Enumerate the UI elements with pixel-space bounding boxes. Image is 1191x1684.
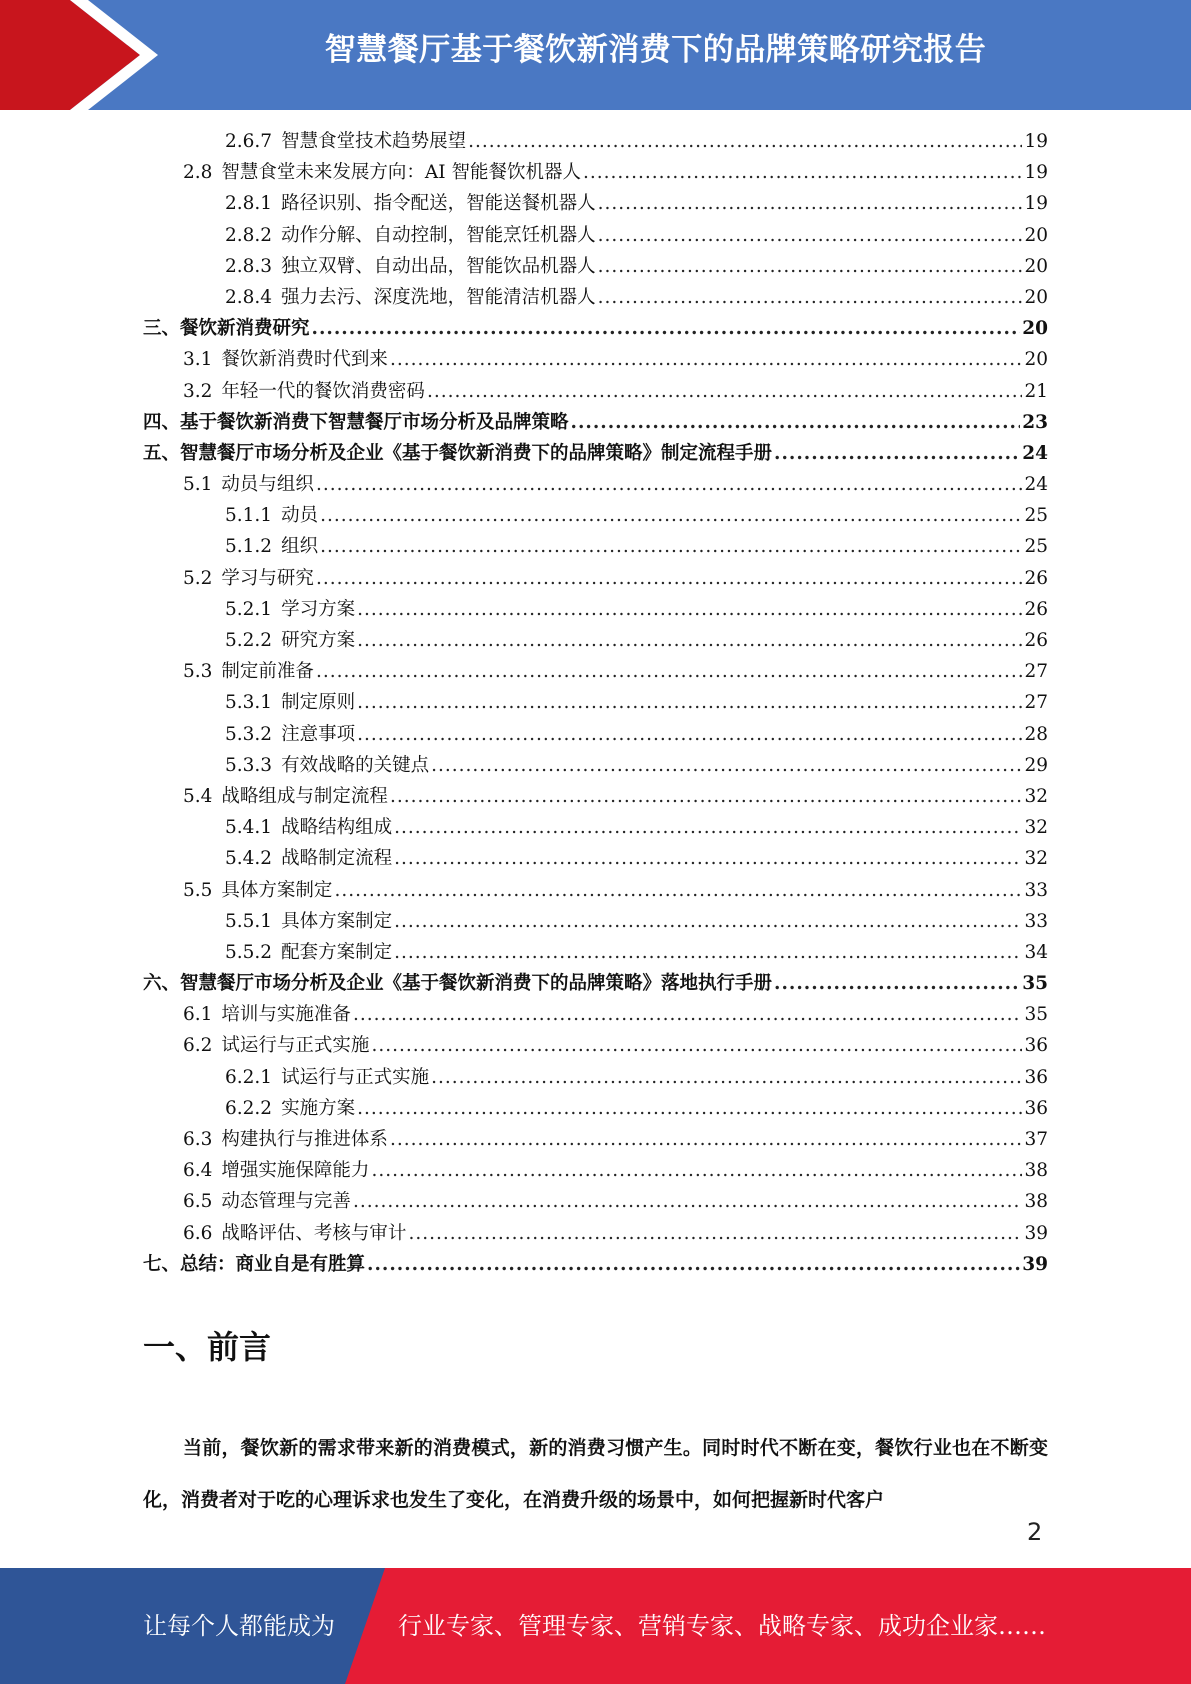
toc-entry-title: 动员	[281, 505, 319, 527]
toc-entry[interactable]	[143, 1031, 1048, 1062]
toc-leader-dots	[431, 755, 1022, 776]
toc-leader-dots	[357, 630, 1022, 651]
toc-entry-title: 餐饮新消费时代到来	[221, 349, 388, 371]
toc-entry-page: 38	[1024, 1191, 1048, 1213]
toc-entry-title: 年轻一代的餐饮消费密码	[221, 380, 425, 402]
toc-entry-page: 19	[1024, 162, 1048, 184]
toc-entry[interactable]	[143, 844, 1048, 875]
toc-entry-number: 2.8.4	[225, 286, 273, 308]
toc-entry-number: 2.8.3	[225, 255, 273, 277]
toc-entry-number: 6.2.2	[225, 1097, 273, 1119]
toc-leader-dots	[583, 162, 1022, 183]
toc-entry-page: 24	[1024, 474, 1048, 496]
toc-entry-number: 5.2.2	[225, 630, 273, 651]
toc-leader-dots	[357, 1098, 1022, 1119]
toc-leader-dots	[390, 1129, 1023, 1150]
toc-entry[interactable]	[143, 158, 1048, 189]
toc-entry-number: 5.5.2	[225, 941, 273, 963]
toc-entry-title: 具体方案制定	[281, 910, 393, 932]
toc-leader-dots	[468, 131, 1022, 152]
toc-entry[interactable]	[143, 345, 1048, 376]
toc-entry-title: 四、基于餐饮新消费下智慧餐厅市场分析及品牌策略	[143, 411, 569, 433]
page-footer	[0, 1568, 1191, 1684]
report-title: 智慧餐厅基于餐饮新消费下的品牌策略研究报告	[324, 32, 987, 68]
toc-entry-title: 实施方案	[281, 1097, 356, 1119]
toc-entry-title: 注意事项	[281, 723, 356, 745]
toc-entry-page: 38	[1024, 1160, 1048, 1182]
toc-entry[interactable]	[143, 1187, 1048, 1218]
toc-entry-page: 26	[1024, 630, 1048, 651]
toc-entry-number: 5.3	[183, 661, 213, 683]
toc-entry-number: 6.2	[183, 1035, 213, 1057]
toc-leader-dots	[394, 942, 1022, 963]
toc-entry-page: 20	[1024, 224, 1048, 246]
toc-entry-page: 20	[1024, 349, 1048, 371]
toc-entry[interactable]	[143, 1250, 1048, 1281]
toc-entry[interactable]	[143, 969, 1048, 1000]
toc-entry-page: 27	[1024, 692, 1048, 714]
toc-entry-number: 5.1	[183, 474, 213, 496]
toc-entry[interactable]	[143, 221, 1048, 252]
toc-entry-page: 28	[1024, 723, 1048, 745]
toc-entry-number: 5.4.1	[225, 817, 273, 839]
toc-entry-number: 6.3	[183, 1129, 213, 1150]
toc-entry-page: 36	[1024, 1097, 1048, 1119]
toc-entry[interactable]	[143, 813, 1048, 844]
toc-entry-page: 26	[1024, 598, 1048, 620]
toc-entry-number: 5.1.1	[225, 505, 273, 527]
toc-entry[interactable]	[143, 688, 1048, 719]
toc-entry-page: 33	[1024, 879, 1048, 901]
toc-leader-dots	[320, 536, 1022, 557]
toc-entry-number: 5.4	[183, 785, 213, 807]
table-of-contents	[143, 127, 1048, 1281]
toc-entry-number: 5.2	[183, 567, 213, 589]
toc-leader-dots	[408, 1223, 1022, 1244]
toc-entry[interactable]	[143, 1094, 1048, 1125]
page-header	[0, 0, 1191, 110]
toc-entry-title: 智慧食堂技术趋势展望	[281, 131, 467, 152]
toc-entry[interactable]	[143, 189, 1048, 220]
toc-entry-number: 2.8.2	[225, 224, 273, 246]
toc-entry[interactable]	[143, 751, 1048, 782]
toc-entry-title: 增强实施保障能力	[221, 1160, 370, 1182]
toc-entry-page: 25	[1024, 505, 1048, 527]
footer-slogan-left: 让每个人都能成为	[143, 1612, 335, 1640]
toc-entry-title: 战略结构组成	[281, 817, 393, 839]
toc-leader-dots	[353, 1004, 1023, 1025]
footer-slogan-right: 行业专家、管理专家、营销专家、战略专家、成功企业家……	[398, 1612, 1046, 1640]
toc-entry-page: 36	[1024, 1066, 1048, 1088]
toc-entry-title: 战略评估、考核与审计	[221, 1222, 407, 1244]
toc-entry-page: 39	[1022, 1253, 1048, 1275]
toc-leader-dots	[312, 318, 1021, 339]
toc-entry-number: 3.1	[183, 349, 213, 371]
toc-entry-page: 36	[1024, 1035, 1048, 1057]
toc-entry-page: 35	[1024, 1004, 1048, 1026]
toc-entry[interactable]	[143, 720, 1048, 751]
toc-leader-dots	[316, 661, 1023, 682]
body-paragraph: 当前，餐饮新的需求带来新的消费模式，新的消费习惯产生。同时时代不断在变，餐饮行业也在不断变化，消费者对于吃的心理诉求也发生了变化，在消费升级的场景中，如何把握新时代客户	[143, 1437, 1048, 1511]
toc-entry[interactable]	[143, 1156, 1048, 1187]
toc-entry-page: 21	[1024, 380, 1048, 402]
toc-entry[interactable]	[143, 377, 1048, 408]
section-heading: 一、前言	[143, 1328, 272, 1366]
toc-leader-dots	[598, 193, 1023, 214]
toc-entry-page: 20	[1022, 318, 1048, 340]
toc-entry[interactable]	[143, 314, 1048, 345]
toc-entry[interactable]	[143, 501, 1048, 532]
toc-entry[interactable]	[143, 1063, 1048, 1094]
toc-leader-dots	[357, 724, 1022, 745]
toc-entry-number: 6.2.1	[225, 1066, 273, 1088]
toc-entry[interactable]	[143, 626, 1048, 657]
toc-entry-page: 25	[1024, 536, 1048, 558]
toc-entry[interactable]	[143, 938, 1048, 969]
toc-entry-number: 6.5	[183, 1191, 213, 1213]
toc-leader-dots	[427, 381, 1023, 402]
toc-entry-page: 35	[1022, 973, 1048, 995]
toc-entry[interactable]	[143, 782, 1048, 813]
toc-leader-dots	[316, 568, 1023, 589]
toc-entry-title: 学习方案	[281, 598, 356, 620]
toc-leader-dots	[371, 1160, 1022, 1181]
toc-entry-number: 2.6.7	[225, 131, 273, 152]
toc-entry[interactable]	[143, 657, 1048, 688]
toc-entry-page: 32	[1024, 817, 1048, 839]
toc-leader-dots	[774, 443, 1020, 464]
toc-entry-title: 七、总结：商业自是有胜算	[143, 1253, 366, 1275]
toc-entry[interactable]	[143, 1219, 1048, 1250]
toc-entry-number: 5.2.1	[225, 598, 273, 620]
toc-entry-title: 战略制定流程	[281, 848, 393, 870]
toc-entry-title: 动作分解、自动控制，智能烹饪机器人	[281, 224, 596, 246]
toc-entry[interactable]	[143, 470, 1048, 501]
toc-entry-title: 路径识别、指令配送，智能送餐机器人	[281, 193, 596, 215]
toc-leader-dots	[357, 599, 1022, 620]
toc-leader-dots	[598, 287, 1023, 308]
toc-entry[interactable]	[143, 564, 1048, 595]
toc-entry-page: 23	[1022, 411, 1048, 433]
toc-entry-page: 19	[1024, 131, 1048, 152]
toc-entry-number: 3.2	[183, 380, 213, 402]
toc-entry-title: 构建执行与推进体系	[221, 1129, 388, 1150]
toc-entry-page: 24	[1022, 442, 1048, 464]
toc-entry-page: 29	[1024, 754, 1048, 776]
toc-entry-number: 5.4.2	[225, 848, 273, 870]
toc-entry-page: 34	[1024, 941, 1048, 963]
toc-entry-title: 六、智慧餐厅市场分析及企业《基于餐饮新消费下的品牌策略》落地执行手册	[143, 973, 773, 995]
page-number: 2	[1027, 1518, 1043, 1546]
toc-leader-dots	[394, 848, 1022, 869]
toc-entry-title: 制定前准备	[221, 661, 314, 683]
toc-entry-title: 三、餐饮新消费研究	[143, 318, 310, 340]
toc-leader-dots	[371, 1035, 1022, 1056]
toc-leader-dots	[367, 1254, 1020, 1275]
toc-entry-page: 20	[1024, 255, 1048, 277]
toc-entry-title: 具体方案制定	[221, 879, 333, 901]
toc-entry-title: 强力去污、深度洗地，智能清洁机器人	[281, 286, 596, 308]
toc-entry-number: 5.5.1	[225, 910, 273, 932]
toc-entry-title: 动态管理与完善	[221, 1191, 351, 1213]
toc-entry-title: 组织	[281, 536, 319, 558]
toc-leader-dots	[774, 973, 1020, 994]
toc-leader-dots	[394, 911, 1022, 932]
toc-leader-dots	[390, 786, 1023, 807]
toc-entry-number: 6.4	[183, 1160, 213, 1182]
toc-leader-dots	[353, 1191, 1023, 1212]
toc-entry-number: 5.3.2	[225, 723, 273, 745]
toc-entry-title: 五、智慧餐厅市场分析及企业《基于餐饮新消费下的品牌策略》制定流程手册	[143, 442, 773, 464]
toc-leader-dots	[316, 474, 1023, 495]
toc-leader-dots	[320, 505, 1022, 526]
toc-entry[interactable]	[143, 595, 1048, 626]
toc-entry[interactable]	[143, 532, 1048, 563]
toc-leader-dots	[390, 349, 1023, 370]
toc-leader-dots	[571, 412, 1021, 433]
toc-entry-number: 6.1	[183, 1004, 213, 1026]
toc-entry-title: 研究方案	[281, 630, 356, 651]
header-arrow-decoration	[0, 0, 160, 110]
toc-entry-page: 37	[1024, 1129, 1048, 1150]
toc-entry-page: 32	[1024, 848, 1048, 870]
toc-entry[interactable]	[143, 283, 1048, 314]
toc-entry[interactable]	[143, 408, 1048, 439]
toc-entry[interactable]	[143, 876, 1048, 907]
toc-entry[interactable]	[143, 252, 1048, 283]
toc-entry-number: 5.5	[183, 879, 213, 901]
toc-leader-dots	[394, 817, 1022, 838]
toc-leader-dots	[431, 1067, 1022, 1088]
toc-entry-page: 27	[1024, 661, 1048, 683]
toc-entry[interactable]	[143, 1000, 1048, 1031]
toc-entry-title: 动员与组织	[221, 474, 314, 496]
toc-entry-page: 33	[1024, 910, 1048, 932]
toc-entry-page: 39	[1024, 1222, 1048, 1244]
toc-entry-page: 26	[1024, 567, 1048, 589]
toc-entry-number: 2.8	[183, 162, 213, 184]
toc-entry-number: 6.6	[183, 1222, 213, 1244]
toc-entry[interactable]	[143, 907, 1048, 938]
toc-entry[interactable]	[143, 127, 1048, 158]
toc-entry-number: 5.1.2	[225, 536, 273, 558]
toc-entry-number: 2.8.1	[225, 193, 273, 215]
toc-entry-number: 5.3.3	[225, 754, 273, 776]
toc-entry-number: 5.3.1	[225, 692, 273, 714]
toc-entry[interactable]	[143, 439, 1048, 470]
toc-leader-dots	[598, 225, 1023, 246]
toc-entry-page: 20	[1024, 286, 1048, 308]
toc-entry-title: 战略组成与制定流程	[221, 785, 388, 807]
toc-entry-title: 培训与实施准备	[221, 1004, 351, 1026]
toc-leader-dots	[598, 256, 1023, 277]
toc-entry-title: 智慧食堂未来发展方向：AI 智能餐饮机器人	[221, 162, 581, 184]
toc-entry-title: 学习与研究	[221, 567, 314, 589]
toc-entry-title: 试运行与正式实施	[221, 1035, 370, 1057]
toc-entry[interactable]	[143, 1125, 1048, 1156]
toc-entry-title: 试运行与正式实施	[281, 1066, 430, 1088]
toc-entry-page: 32	[1024, 785, 1048, 807]
toc-entry-title: 配套方案制定	[281, 941, 393, 963]
toc-entry-page: 19	[1024, 193, 1048, 215]
toc-leader-dots	[334, 880, 1022, 901]
toc-entry-title: 独立双臂、自动出品，智能饮品机器人	[281, 255, 596, 277]
toc-entry-title: 有效战略的关键点	[281, 754, 430, 776]
toc-leader-dots	[357, 692, 1022, 713]
toc-entry-title: 制定原则	[281, 692, 356, 714]
